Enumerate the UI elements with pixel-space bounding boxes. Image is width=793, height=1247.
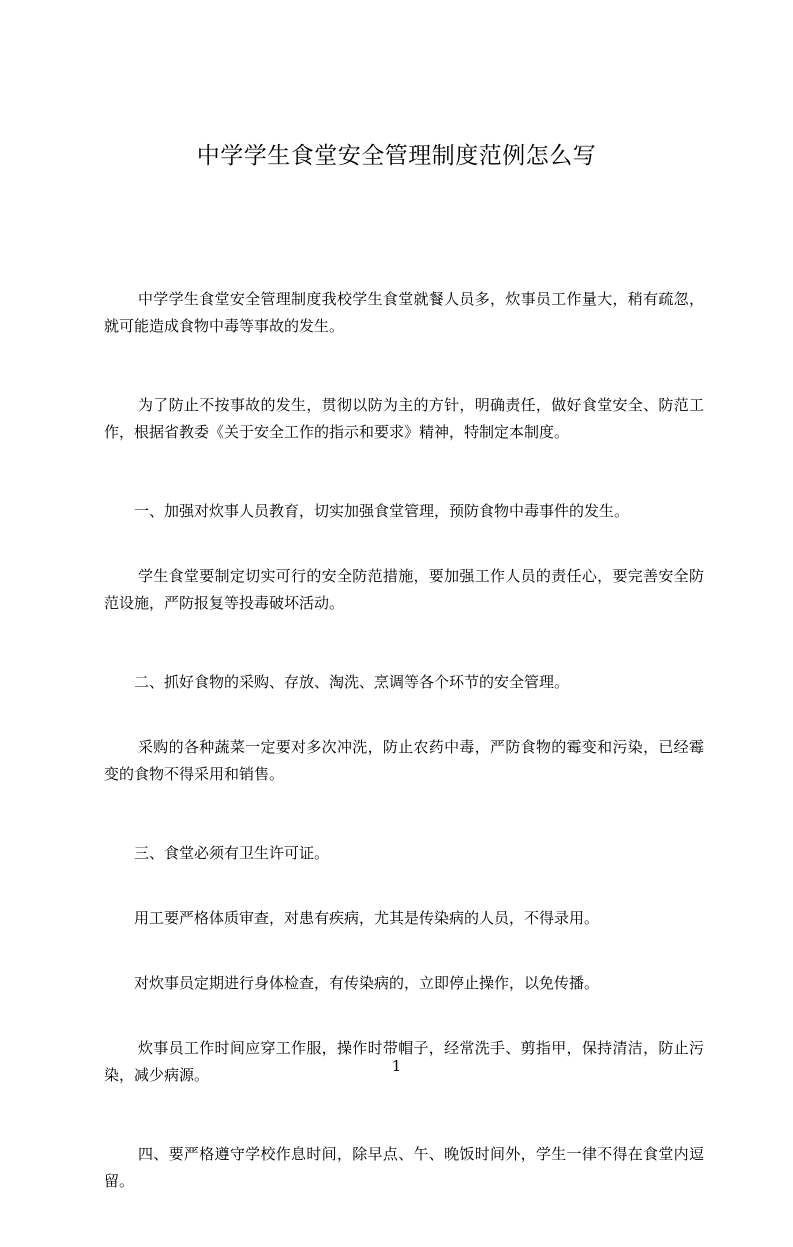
paragraph-section-3c: 炊事员工作时间应穿工作服，操作时带帽子，经常洗手、剪指甲，保持清洁，防止污染，减少病源。 [104,1039,704,1084]
page-number: 1 [391,1057,402,1075]
section-heading-3: 三、食堂必须有卫生许可证。 [134,844,330,862]
paragraph-intro: 中学学生食堂安全管理制度我校学生食堂就餐人员多，炊事员工作量大，稍有疏忽，就可能造成食物中毒等事故的发生。 [104,290,704,335]
paragraph-section-3b: 对炊事员定期进行身体检查，有传染病的，立即停止操作，以免传播。 [134,974,600,992]
paragraph-section-1: 学生食堂要制定切实可行的安全防范措施，要加强工作人员的责任心，要完善安全防范设施，严防报复等投毒破坏活动。 [104,567,704,612]
section-heading-2: 二、抓好食物的采购、存放、淘洗、烹调等各个环节的安全管理。 [134,673,570,691]
paragraph-section-3a: 用工要严格体质审查，对患有疾病，尤其是传染病的人员，不得录用。 [134,909,600,927]
section-heading-4: 四、要严格遵守学校作息时间，除早点、午、晚饭时间外，学生一律不得在食堂内逗留。 [104,1145,704,1190]
document-body [104,286,704,1247]
section-heading-1: 一、加强对炊事人员教育，切实加强食堂管理，预防食物中毒事件的发生。 [134,502,630,520]
document-title: 中学学生食堂安全管理制度范例怎么写 [196,143,597,169]
paragraph-purpose: 为了防止不按事故的发生，贯彻以防为主的方针，明确责任，做好食堂安全、防范工作，根据省教委《关于安全工作的指示和要求》精神，特制定本制度。 [104,396,704,441]
paragraph-section-2: 采购的各种蔬菜一定要对多次冲洗，防止农药中毒，严防食物的霉变和污染，已经霉变的食物不得采用和销售。 [104,738,704,783]
